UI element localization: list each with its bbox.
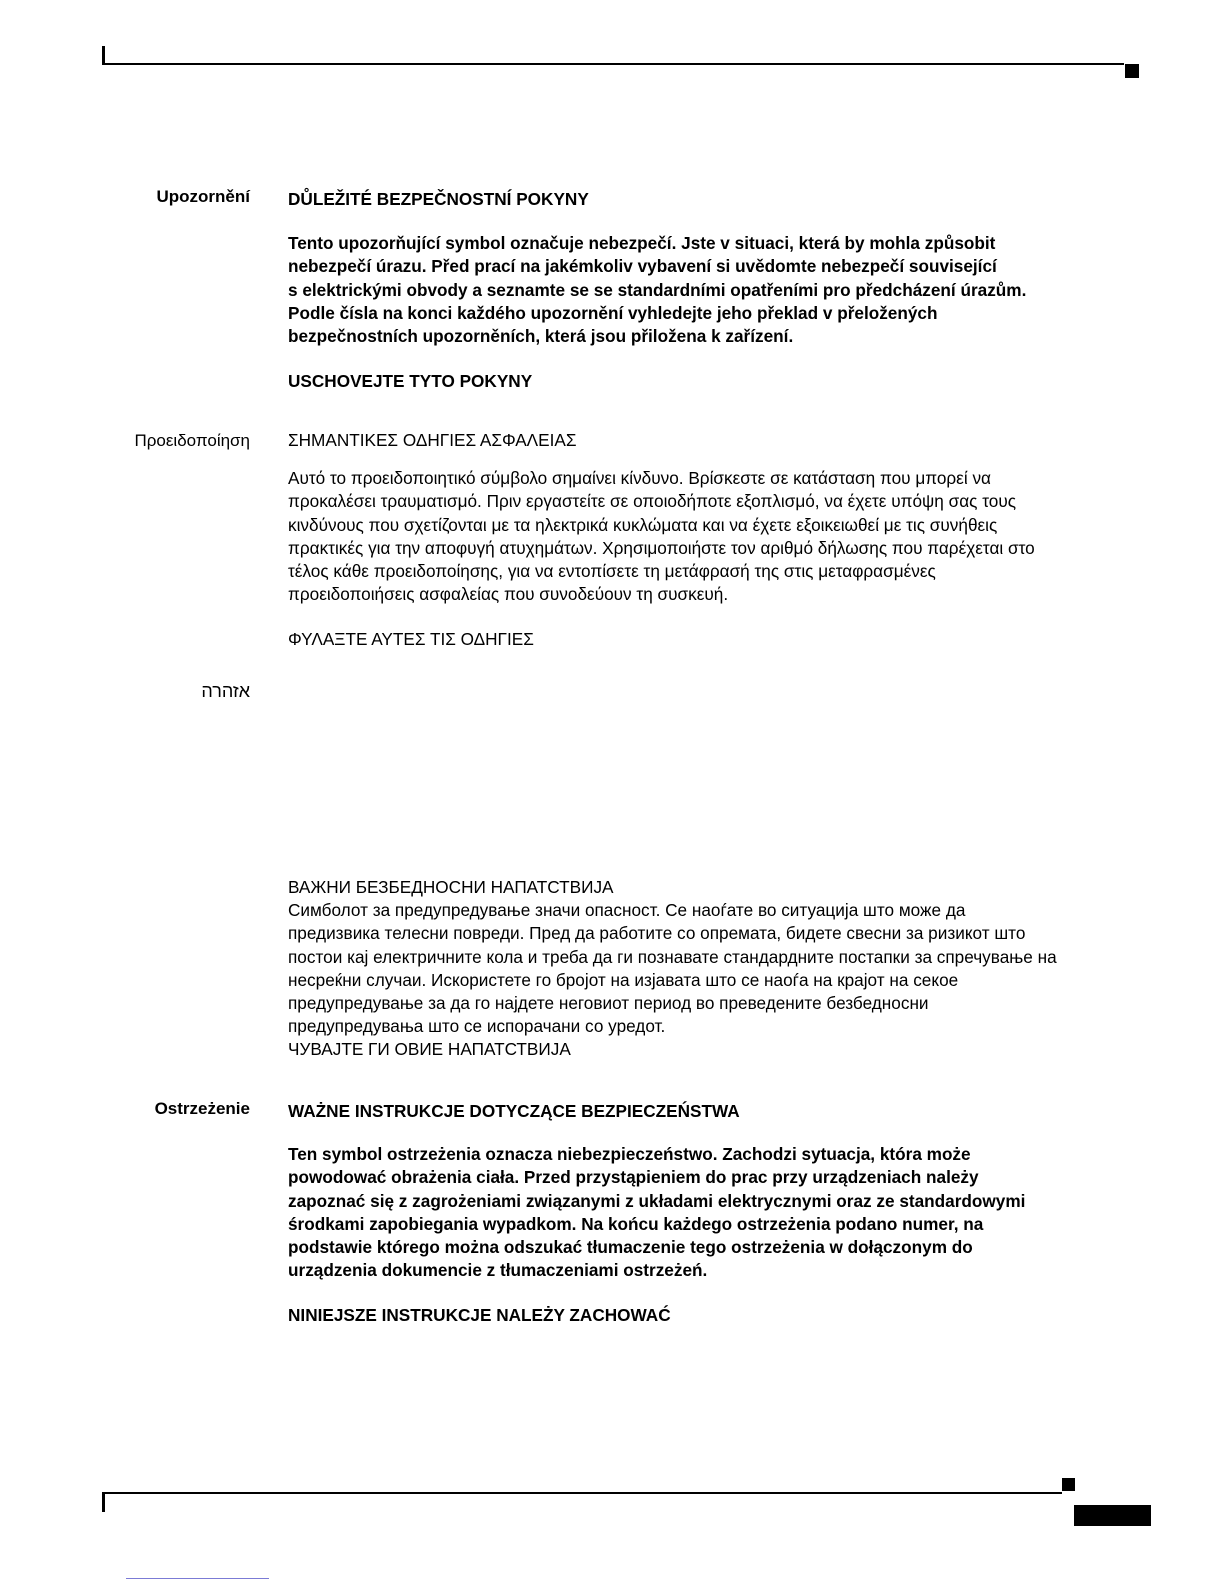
czech-heading: DŮLEŽITÉ BEZPEČNOSTNÍ POKYNY (288, 189, 589, 209)
polish-line-4: środkami zapobiegania wypadkom. Na końcu każdego ostrzeżenia podano numer, na (288, 1213, 984, 1234)
footer-page-number-tab (1074, 1505, 1151, 1526)
polish-warning-label: Ostrzeżenie (154, 1099, 250, 1118)
link-underline (126, 1578, 269, 1579)
footer-small-block (1062, 1478, 1075, 1491)
polish-warning-text (288, 1100, 1148, 1328)
czech-line-4: Podle čísla na konci každého upozornění vyhledejte jeho překlad v přeložených (288, 302, 938, 323)
czech-warning-label: Upozornění (156, 187, 250, 206)
greek-line-5: τέλος κάθε προειδοποίησης, για να εντοπίσετε τη μετάφρασή της στις μεταφρασμένες (288, 561, 936, 582)
czech-line-5: bezpečnostních upozorněních, která jsou přiložena k zařízení. (288, 326, 794, 347)
macedonian-line-6: предупредувања што се испорачани со уредот. (288, 1016, 666, 1037)
greek-line-3: κινδύνους που σχετίζονται με τα ηλεκτρικά κυκλώματα και να έχετε εξοικειωθεί με τις συνήθεις (288, 514, 998, 535)
czech-warning-text (288, 188, 1148, 393)
hebrew-warning-label: אזהרה (201, 681, 250, 701)
czech-line-3: s elektrickými obvody a seznamte se se standardními opatřeními pro předcházení úrazům. (288, 279, 1027, 300)
macedonian-line-2: предизвика телесни повреди. Пред да работите со опремата, бидете свесни за ризикот што (288, 923, 1026, 944)
greek-heading: ΣΗΜΑΝΤΙΚΕΣ ΟΔΗΓΙΕΣ ΑΣΦΑΛΕΙΑΣ (288, 430, 577, 450)
polish-line-1: Ten symbol ostrzeżenia oznacza niebezpieczeństwo. Zachodzi sytuacja, która może (288, 1144, 971, 1165)
polish-line-6: urządzenia dokumencie z tłumaczeniami ostrzeżeń. (288, 1260, 708, 1281)
polish-heading: WAŻNE INSTRUKCJE DOTYCZĄCE BEZPIECZEŃSTWA (288, 1101, 740, 1121)
greek-line-6: προειδοποιήσεις ασφαλείας που συνοδεύουν τη συσκευή. (288, 584, 729, 605)
macedonian-warning-text (288, 876, 1148, 1062)
footer-rule (102, 1492, 1062, 1494)
macedonian-heading: ВАЖНИ БЕЗБЕДНОСНИ НАПАТСТВИЈА (288, 877, 614, 897)
greek-closing: ΦΥΛΑΞΤΕ ΑΥΤΕΣ ΤΙΣ ΟΔΗΓΙΕΣ (288, 629, 534, 650)
footer-left-tick (102, 1493, 105, 1512)
czech-line-2: nebezpečí úrazu. Před prací na jakémkoliv vybavení si uvědomte nebezpečí související (288, 256, 997, 277)
macedonian-line-5: предупредување за да го најдете неговиот период во преведените безбедносни (288, 993, 929, 1014)
macedonian-line-4: несреќни случаи. Искористете го бројот на изјавата што се наоѓа на крајот на секое (288, 969, 959, 990)
macedonian-line-3: постои кај електричните кола и треба да ги познавате стандардните постапки за спречување на (288, 946, 1057, 967)
czech-line-1: Tento upozorňující symbol označuje nebezpečí. Jste v situaci, která by mohla způsobit (288, 233, 996, 254)
greek-line-1: Αυτό το προειδοποιητικό σύμβολο σημαίνει κίνδυνο. Βρίσκεστε σε κατάσταση που μπορεί να (288, 468, 991, 489)
polish-line-5: podstawie którego można odszukać tłumaczenie tego ostrzeżenia w dołączonym do (288, 1237, 973, 1258)
polish-closing: NINIEJSZE INSTRUKCJE NALEŻY ZACHOWAĆ (288, 1305, 671, 1326)
greek-line-4: πρακτικές για την αποφυγή ατυχημάτων. Χρησιμοποιήστε τον αριθμό δήλωσης που παρέχεται στο (288, 537, 1035, 558)
macedonian-line-1: Симболот за предупредување значи опасност. Се наоѓате во ситуација што може да (288, 900, 966, 921)
polish-line-3: zapoznać się z zagrożeniami związanymi z układami elektrycznymi oraz ze standardowymi (288, 1190, 1026, 1211)
header-rule (102, 63, 1124, 65)
greek-warning-text (288, 429, 1148, 652)
greek-warning-label: Προειδοποίηση (134, 431, 250, 450)
czech-closing: USCHOVEJTE TYTO POKYNY (288, 371, 533, 392)
polish-line-2: powodować obrażenia ciała. Przed przystąpieniem do prac przy urządzeniach należy (288, 1167, 979, 1188)
greek-line-2: προκαλέσει τραυματισμό. Πριν εργαστείτε σε οποιοδήποτε εξοπλισμό, να έχετε υπόψη σας τους (288, 491, 1017, 512)
header-corner-block (1125, 64, 1139, 78)
macedonian-closing: ЧУВАЈТЕ ГИ ОВИЕ НАПАТСТВИЈА (288, 1039, 571, 1060)
